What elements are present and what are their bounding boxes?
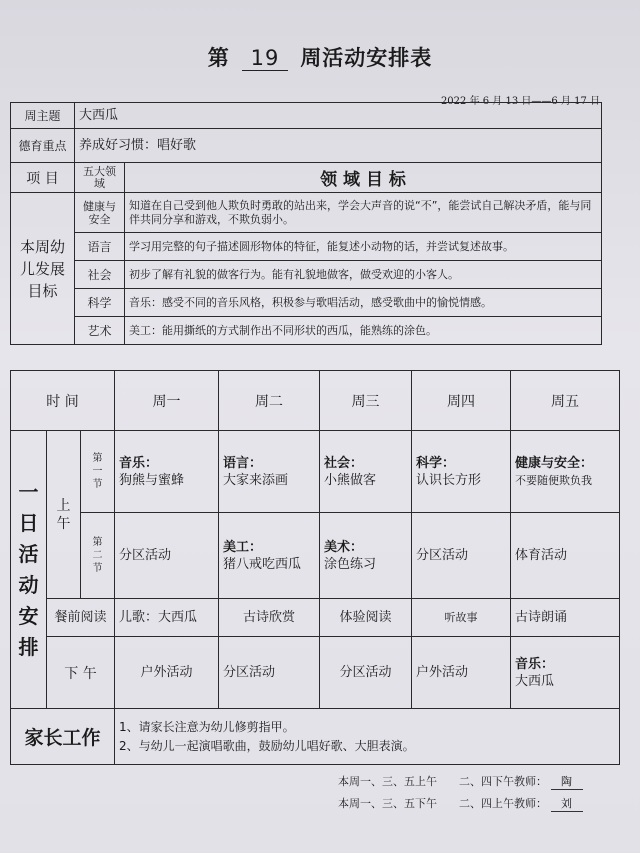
title-prefix: 第 [207,46,230,70]
day-header: 周四 [412,371,511,431]
cell-content: 大西瓜 [515,673,555,689]
daily-activity-label: 一日活动安排 [11,431,47,709]
cell-subject: 科学： [416,455,456,471]
premeal-cell: 儿歌：大西瓜 [115,599,219,637]
schedule-cell [115,431,219,513]
premeal-cell: 古诗朗诵 [511,599,620,637]
goal-domain: 健康与安全 [75,193,125,233]
parent-work-item: 2、与幼儿一起演唱歌曲，鼓励幼儿唱好歌、大胆表演。 [119,738,415,753]
schedule-cell [219,637,320,709]
cell-content: 分区活动 [416,548,469,563]
afternoon-label: 下 午 [47,637,115,709]
schedule-cell [320,513,412,599]
schedule-table [10,370,620,765]
domain-goal-header: 领 域 目 标 [125,163,602,193]
premeal-reading-label: 餐前阅读 [47,599,115,637]
node-label: 第一节 [81,431,115,513]
goal-domain: 科学 [75,289,125,317]
goal-text: 初步了解有礼貌的做客行为。能有礼貌地做客，做受欢迎的小客人。 [125,261,602,289]
cell-content: 户外活动 [140,665,193,680]
schedule-cell [219,513,320,599]
theme-label: 周主题 [11,103,75,129]
node-label: 第二节 [81,513,115,599]
schedule-cell [219,431,320,513]
theme-value: 大西瓜 [75,103,602,129]
goal-text: 音乐：感受不同的音乐风格，积极参与歌唱活动，感受歌曲中的愉悦情感。 [125,289,602,317]
day-header: 周三 [320,371,412,431]
day-header: 周二 [219,371,320,431]
cell-content: 分区活动 [223,665,276,680]
schedule-cell [320,637,412,709]
schedule-cell [511,431,620,513]
cell-content: 认识长方形 [416,472,482,488]
schedule-cell [412,431,511,513]
time-header: 时 间 [11,371,115,431]
cell-subject: 美术： [324,539,364,555]
morning-label: 上午 [47,431,81,599]
cell-content: 分区活动 [339,665,392,680]
goal-text: 美工：能用撕纸的方式制作出不同形状的西瓜，能熟练的涂色。 [125,317,602,345]
parent-work-item: 1、请家长注意为幼儿修剪指甲。 [119,719,295,734]
cell-content: 大家来添画 [223,472,289,488]
goal-text: 学习用完整的句子描述圆形物体的特征，能复述小动物的话，并尝试复述故事。 [125,233,602,261]
goal-text: 知道在自己受到他人欺负时勇敢的站出来，学会大声音的说“不”，能尝试自己解决矛盾，能与同伴共同分享和游戏，不欺负弱小。 [125,193,602,233]
cell-content: 体育活动 [515,548,568,563]
schedule-cell [412,513,511,599]
teacher-line-text: 本周一、三、五上午 二、四下午教师： [338,775,547,788]
premeal-cell: 听故事 [412,599,511,637]
five-domains-header: 五大领域 [75,163,125,193]
cell-subject: 美工： [223,539,263,555]
cell-subject: 音乐： [119,455,159,471]
day-header: 周五 [511,371,620,431]
goal-domain: 社会 [75,261,125,289]
date-range: 2022 年 6 月 13 日——6 月 17 日 [440,96,600,107]
day-header: 周一 [115,371,219,431]
schedule-cell [115,513,219,599]
goals-table [10,102,602,345]
item-header: 项 目 [11,163,75,193]
moral-label: 德育重点 [11,129,75,163]
moral-value: 养成好习惯：唱好歌 [75,129,602,163]
cell-subject: 健康与安全： [515,455,594,471]
teacher-line [338,773,583,790]
goal-domain: 艺术 [75,317,125,345]
week-number: 19 [242,46,288,71]
teacher-line-text: 本周一、三、五下午 二、四上午教师： [338,797,547,810]
schedule-cell [412,637,511,709]
schedule-cell [320,431,412,513]
parent-work-label: 家长工作 [11,709,115,765]
goal-domain: 语言 [75,233,125,261]
schedule-cell [511,637,620,709]
teacher-line [338,795,583,812]
premeal-cell: 体验阅读 [320,599,412,637]
cell-content: 户外活动 [416,665,469,680]
teacher-name: 刘 [551,795,583,812]
cell-content: 小熊做客 [324,472,377,488]
cell-content: 分区活动 [119,548,172,563]
weekly-goal-label: 本周幼儿发展目标 [11,193,75,345]
schedule-cell [511,513,620,599]
cell-content: 不要随便欺负我 [515,473,593,487]
teacher-name: 陶 [551,773,583,790]
page-title [0,42,640,72]
premeal-cell: 古诗欣赏 [219,599,320,637]
cell-content: 狗熊与蜜蜂 [119,472,185,488]
title-suffix: 周活动安排表 [300,46,433,70]
schedule-cell [115,637,219,709]
cell-subject: 社会： [324,455,364,471]
cell-content: 猪八戒吃西瓜 [223,556,302,572]
cell-subject: 语言： [223,455,263,471]
cell-subject: 音乐： [515,656,555,672]
cell-content: 涂色练习 [324,556,377,572]
